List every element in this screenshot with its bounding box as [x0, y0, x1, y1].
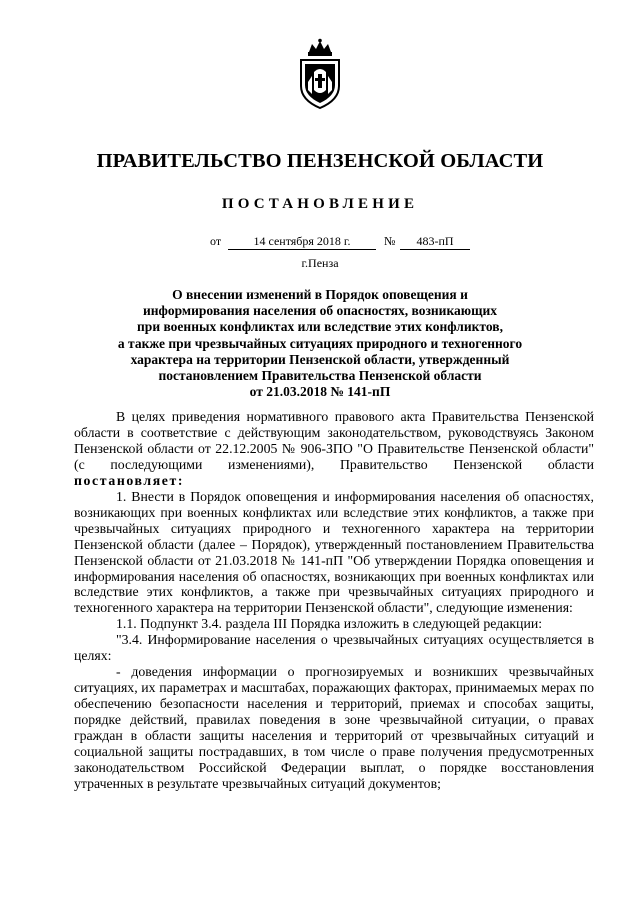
- paragraph: - доведения информации о прогнозируемых и возникших чрезвычайных ситуациях, их параметрах и масштабах, поражающих факторах, принимаемых мерах по обеспечению безопасности населения и территорий, приемах и способах защиты, порядке действий, правилах поведения в зоне чрезвычайной ситуации, о правах граждан в области защиты населения и территорий от чрезвычайных ситуаций и социальной защиты пострадавших, в том числе о праве получения предусмотренных законодательством Российской Федерации выплат, о порядке восстановления утраченных в результате чрезвычайных ситуаций документов;: [74, 664, 594, 791]
- document-type: ПОСТАНОВЛЕНИЕ: [221, 196, 419, 212]
- heading-line: при военных конфликтах или вследствие этих конфликтов,: [137, 319, 503, 335]
- document-number: 483-пП: [400, 234, 470, 250]
- heading-line: информирования населения об опасностях, возникающих: [142, 303, 498, 319]
- paragraph-text: В целях приведения нормативного правового акта Правительства Пензенской области в соответствие с действующим законодательством, руководствуясь Законом Пензенской области от 22.12.2005 № 906-ЗПО "О Правительстве Пензенской области" (с последующими изменениями), Правительство Пензенской области: [74, 409, 594, 472]
- resolution-word: постановляет:: [74, 472, 185, 488]
- paragraph: 1.1. Подпункт 3.4. раздела III Порядка изложить в следующей редакции:: [116, 616, 543, 632]
- heading-line: от 21.03.2018 № 141-пП: [249, 384, 391, 400]
- government-title: ПРАВИТЕЛЬСТВО ПЕНЗЕНСКОЙ ОБЛАСТИ: [96, 150, 544, 172]
- city: г.Пенза: [301, 256, 339, 270]
- heading-line: а также при чрезвычайных ситуациях природного и техногенного: [117, 335, 523, 351]
- date-prefix: от: [210, 234, 222, 248]
- heading-line: О внесении изменений в Порядок оповещения и: [172, 287, 468, 302]
- coat-of-arms-icon: [295, 38, 345, 110]
- paragraph: "3.4. Информирование населения о чрезвычайных ситуациях осуществляется в целях:: [74, 632, 594, 664]
- paragraph: 1. Внести в Порядок оповещения и информирования населения об опасностях, возникающих при военных конфликтах или вследствие этих конфликтов, а также при чрезвычайных ситуациях природного и техногенного характера на территории Пензенской области (далее – Порядок), утвержденный постановлением Правительства Пензенской области от 21.03.2018 № 141-пП "Об утверждении Порядка оповещения и информирования населения об опасностях, возникающих при военных конфликтах или вследствие этих конфликтов, а также при чрезвычайных ситуациях природного и техногенного характера на территории Пензенской области", следующие изменения:: [74, 488, 594, 616]
- number-sign: №: [384, 234, 396, 248]
- heading-line: постановлением Правительства Пензенской области: [158, 368, 482, 384]
- document-date: 14 сентября 2018 г.: [228, 234, 376, 250]
- document-body: [74, 409, 594, 792]
- heading-line: характера на территории Пензенской области, утвержденный: [130, 351, 510, 367]
- document-heading: [110, 287, 530, 400]
- paragraph: [74, 409, 594, 489]
